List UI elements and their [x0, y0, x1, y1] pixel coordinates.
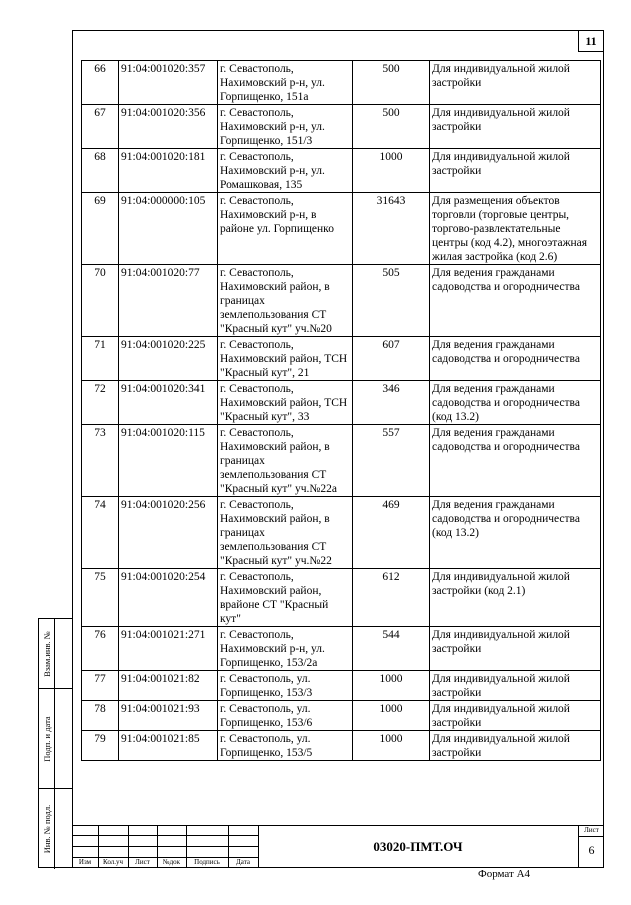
cadastral-number: 91:04:001021:82 [119, 671, 218, 701]
table-row [82, 193, 601, 265]
area-cell: 1000 [353, 671, 430, 701]
cadastral-number: 91:04:001020:357 [119, 61, 218, 105]
row-number: 78 [82, 701, 119, 731]
address-cell: г. Севастополь, Нахимовский район, в границах землепользования СТ "Красный кут" уч.№22 [218, 497, 353, 569]
permitted-use-cell: Для ведения гражданами садоводства и огородничества [430, 425, 601, 497]
cadastral-number: 91:04:001020:256 [119, 497, 218, 569]
header-podpis: Подпись [194, 858, 220, 866]
table-row [82, 425, 601, 497]
address-cell: г. Севастополь, Нахимовский р-н, ул. Ромашковая, 135 [218, 149, 353, 193]
table-row [82, 569, 601, 627]
permitted-use-cell: Для индивидуальной жилой застройки [430, 627, 601, 671]
stamp-label-inv-zam: Взам.инв. № [41, 630, 52, 677]
table-row [82, 731, 601, 761]
area-cell: 1000 [353, 149, 430, 193]
area-cell: 544 [353, 627, 430, 671]
table-row [82, 627, 601, 671]
row-number: 67 [82, 105, 119, 149]
table-row [82, 337, 601, 381]
cadastral-number: 91:04:001020:254 [119, 569, 218, 627]
permitted-use-cell: Для индивидуальной жилой застройки (код 2.1) [430, 569, 601, 627]
area-cell: 557 [353, 425, 430, 497]
area-cell: 469 [353, 497, 430, 569]
area-cell: 500 [353, 105, 430, 149]
area-cell: 612 [353, 569, 430, 627]
address-cell: г. Севастополь, Нахимовский район, в границах землепользования СТ "Красный кут" уч.№22а [218, 425, 353, 497]
header-ndok: №док [162, 858, 181, 866]
permitted-use-cell: Для ведения гражданами садоводства и огородничества [430, 337, 601, 381]
cadastral-number: 91:04:000000:105 [119, 193, 218, 265]
cadastral-number: 91:04:001020:225 [119, 337, 218, 381]
area-cell: 1000 [353, 701, 430, 731]
area-cell: 505 [353, 265, 430, 337]
row-number: 70 [82, 265, 119, 337]
address-cell: г. Севастополь, Нахимовский р-н, ул. Горпищенко, 151а [218, 61, 353, 105]
table-row [82, 497, 601, 569]
cadastral-number: 91:04:001021:271 [119, 627, 218, 671]
row-number: 77 [82, 671, 119, 701]
table-body [82, 61, 601, 761]
permitted-use-cell: Для индивидуальной жилой застройки [430, 701, 601, 731]
table-row [82, 265, 601, 337]
table-row [82, 61, 601, 105]
address-cell: г. Севастополь, Нахимовский р-н, в районе ул. Горпищенко [218, 193, 353, 265]
left-stamp [38, 618, 72, 868]
cadastral-number: 91:04:001021:85 [119, 731, 218, 761]
address-cell: г. Севастополь, Нахимовский р-н, ул. Горпищенко, 153/2а [218, 627, 353, 671]
address-cell: г. Севастополь, Нахимовский район, врайоне СТ "Красный кут" [218, 569, 353, 627]
cadastral-number: 91:04:001020:341 [119, 381, 218, 425]
cadastral-number: 91:04:001020:77 [119, 265, 218, 337]
permitted-use-cell: Для индивидуальной жилой застройки [430, 149, 601, 193]
table-row [82, 671, 601, 701]
area-cell: 500 [353, 61, 430, 105]
permitted-use-cell: Для ведения гражданами садоводства и огородничества [430, 265, 601, 337]
area-cell: 1000 [353, 731, 430, 761]
permitted-use-cell: Для ведения гражданами садоводства и огородничества (код 13.2) [430, 497, 601, 569]
row-number: 66 [82, 61, 119, 105]
table-row [82, 105, 601, 149]
sheet-box [578, 825, 604, 868]
cadastral-number: 91:04:001020:356 [119, 105, 218, 149]
header-izm: Изм [78, 858, 92, 866]
table-row [82, 149, 601, 193]
permitted-use-cell: Для ведения гражданами садоводства и огородничества (код 13.2) [430, 381, 601, 425]
cadastral-number: 91:04:001020:181 [119, 149, 218, 193]
permitted-use-cell: Для индивидуальной жилой застройки [430, 105, 601, 149]
row-number: 75 [82, 569, 119, 627]
stamp-label-podp-data: Подп. и дата [41, 715, 52, 762]
address-cell: г. Севастополь, ул. Горпищенко, 153/3 [218, 671, 353, 701]
page-number: 11 [578, 30, 604, 52]
stamp-cell-inv-podl [39, 789, 72, 869]
land-plots-table [81, 60, 601, 761]
title-block [72, 825, 604, 868]
permitted-use-cell: Для индивидуальной жилой застройки [430, 671, 601, 701]
area-cell: 607 [353, 337, 430, 381]
address-cell: г. Севастополь, ул. Горпищенко, 153/5 [218, 731, 353, 761]
area-cell: 31643 [353, 193, 430, 265]
stamp-label-inv-podl: Инв. № подл. [41, 804, 52, 854]
sheet-label: Лист [579, 826, 604, 837]
address-cell: г. Севастополь, Нахимовский район, ТСН "Красный кут", 21 [218, 337, 353, 381]
row-number: 69 [82, 193, 119, 265]
stamp-cell-podp-data [39, 689, 72, 789]
document-code: 03020-ПМТ.ОЧ [373, 838, 463, 854]
header-data: Дата [236, 858, 250, 866]
row-number: 74 [82, 497, 119, 569]
cadastral-number: 91:04:001021:93 [119, 701, 218, 731]
address-cell: г. Севастополь, ул. Горпищенко, 153/6 [218, 701, 353, 731]
table-row [82, 381, 601, 425]
stamp-cell-inv-zam [39, 619, 72, 689]
row-number: 73 [82, 425, 119, 497]
row-number: 79 [82, 731, 119, 761]
format-label: Формат А4 [478, 868, 531, 880]
row-number: 71 [82, 337, 119, 381]
address-cell: г. Севастополь, Нахимовский р-н, ул. Горпищенко, 151/3 [218, 105, 353, 149]
row-number: 76 [82, 627, 119, 671]
header-list: Лист [135, 858, 150, 866]
address-cell: г. Севастополь, Нахимовский район, ТСН "Красный кут", 33 [218, 381, 353, 425]
address-cell: г. Севастополь, Нахимовский район, в границах землепользования СТ "Красный кут" уч.№20 [218, 265, 353, 337]
permitted-use-cell: Для индивидуальной жилой застройки [430, 61, 601, 105]
revision-grid [72, 825, 258, 868]
sheet-number: 6 [588, 843, 595, 857]
cadastral-number: 91:04:001020:115 [119, 425, 218, 497]
row-number: 72 [82, 381, 119, 425]
header-kol-uch: Кол.уч [103, 858, 123, 866]
area-cell: 346 [353, 381, 430, 425]
table-row [82, 701, 601, 731]
row-number: 68 [82, 149, 119, 193]
permitted-use-cell: Для индивидуальной жилой застройки [430, 731, 601, 761]
permitted-use-cell: Для размещения объектов торговли (торговые центры, торгово-развлектательные центры (код 4.2), многоэтажная жилая застройка (код 2.6) [430, 193, 601, 265]
